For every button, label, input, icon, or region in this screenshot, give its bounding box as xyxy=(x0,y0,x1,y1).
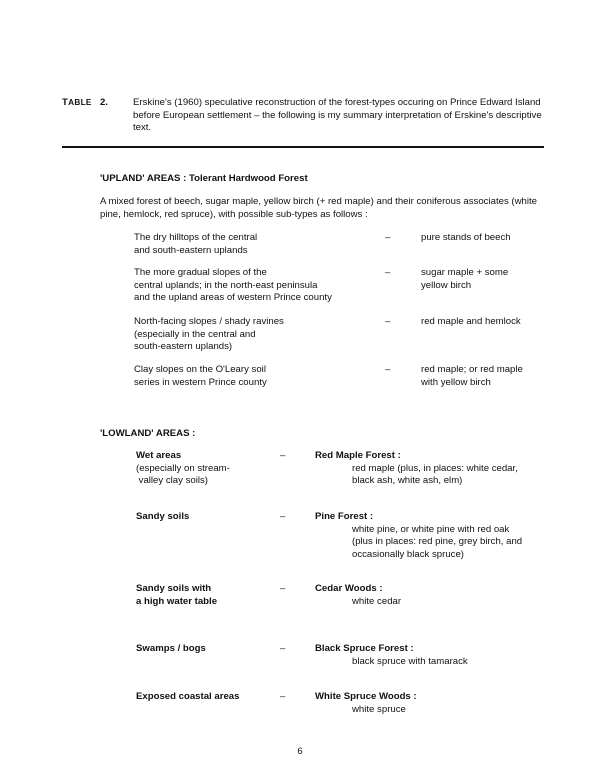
upland-site: The dry hilltops of the central and south-eastern uplands xyxy=(134,232,258,256)
lowland-forest: Red Maple Forest : red maple (plus, in places: white cedar, black ash, white ash, elm) xyxy=(315,450,518,487)
lowland-heading: 'LOWLAND' AREAS : xyxy=(100,428,196,439)
page-number: 6 xyxy=(297,746,303,757)
upland-site: Clay slopes on the O'Leary soil series in western Prince county xyxy=(134,364,267,388)
upland-site: North-facing slopes / shady ravines (especially in the central and south-eastern uplands) xyxy=(134,316,284,353)
upland-dash: – xyxy=(385,267,391,278)
table-caption-label: TABLE xyxy=(62,97,92,108)
upland-heading: 'UPLAND' AREAS : Tolerant Hardwood Forest xyxy=(100,173,308,184)
upland-forest-type: pure stands of beech xyxy=(421,232,511,243)
upland-dash: – xyxy=(385,364,391,375)
upland-dash: – xyxy=(385,232,391,243)
upland-forest-type: red maple and hemlock xyxy=(421,316,521,327)
lowland-forest: Cedar Woods : white cedar xyxy=(315,583,402,607)
upland-forest-type: red maple; or red maple with yellow birch xyxy=(421,364,523,388)
lowland-dash: – xyxy=(280,643,286,654)
upland-dash: – xyxy=(385,316,391,327)
lowland-forest: Black Spruce Forest : black spruce with tamarack xyxy=(315,643,468,667)
table-caption-text: Erskine's (1960) speculative reconstruction of the forest-types occuring on Prince Edward Island before European settlement – the following is my summary interpretation of Erskine's descriptive text. xyxy=(133,97,542,134)
lowland-dash: – xyxy=(280,450,286,461)
lowland-dash: – xyxy=(280,691,286,702)
lowland-site: Sandy soils xyxy=(136,511,190,522)
lowland-dash: – xyxy=(280,583,286,594)
upland-forest-type: sugar maple + some yellow birch xyxy=(421,267,509,291)
upland-intro: A mixed forest of beech, sugar maple, yellow birch (+ red maple) and their coniferous associates (white pine, hemlock, red spruce), with possible sub-types as follows : xyxy=(100,196,537,220)
upland-site: The more gradual slopes of the central uplands; in the north-east peninsula and the upland areas of western Prince county xyxy=(134,267,332,304)
lowland-site: Wet areas (especially on stream- valley clay soils) xyxy=(136,450,230,487)
lowland-dash: – xyxy=(280,511,286,522)
lowland-site: Sandy soils with a high water table xyxy=(136,583,218,607)
lowland-site: Exposed coastal areas xyxy=(136,691,240,702)
lowland-site: Swamps / bogs xyxy=(136,643,206,654)
table-caption-number: 2. xyxy=(100,97,109,108)
caption-divider xyxy=(62,146,544,148)
lowland-forest: Pine Forest : white pine, or white pine with red oak (plus in places: red pine, grey birch, and occasionally black spruce) xyxy=(315,511,523,560)
lowland-forest: White Spruce Woods : white spruce xyxy=(315,691,417,715)
